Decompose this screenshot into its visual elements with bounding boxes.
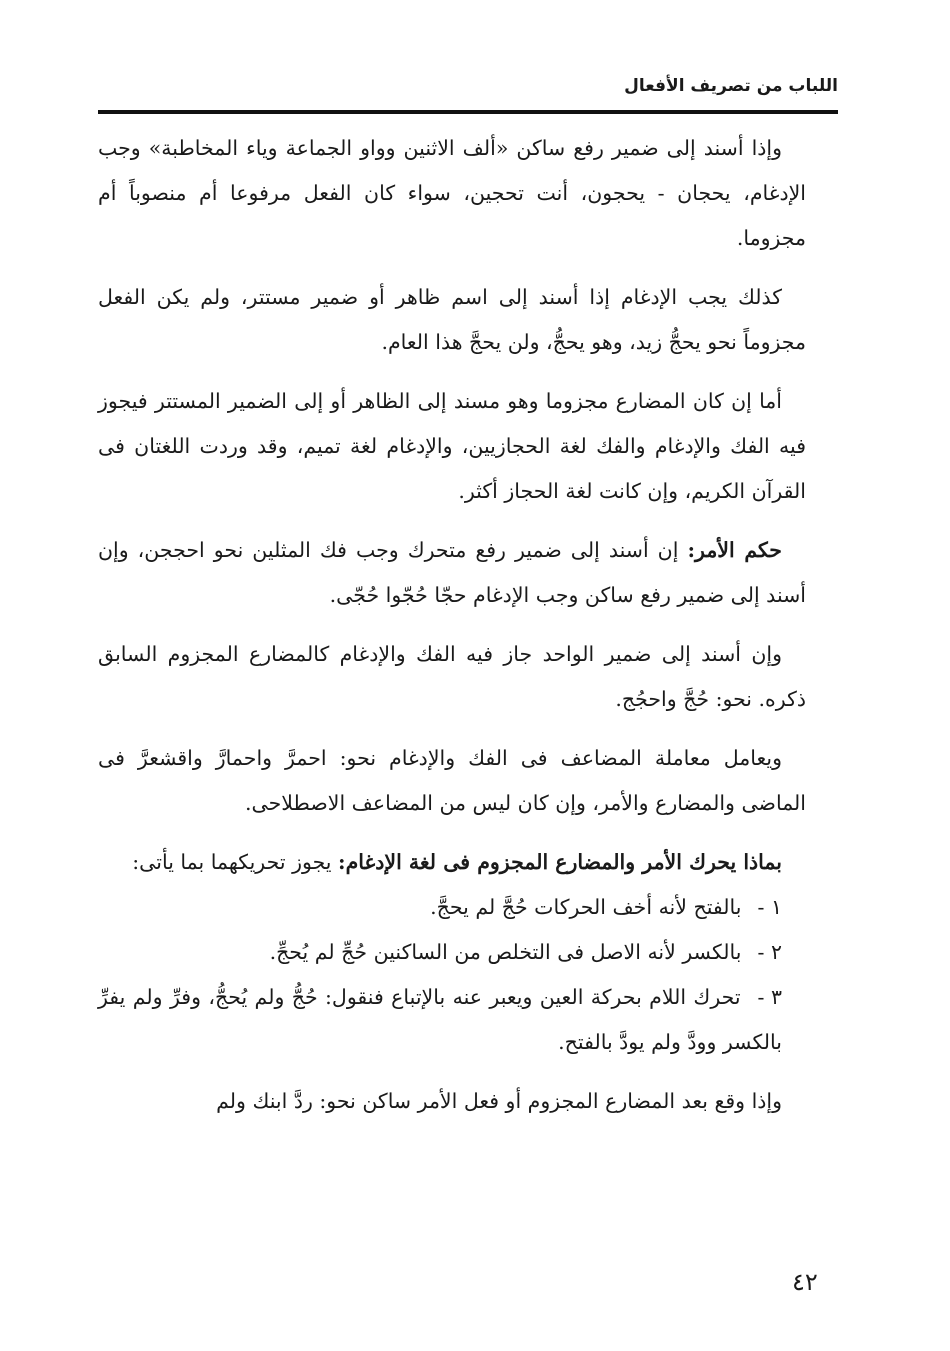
list-number: ١ - xyxy=(757,895,782,919)
paragraph: كذلك يجب الإدغام إذا أسند إلى اسم ظاهر أو ضمير مستتر، ولم يكن الفعل مجزوماً نحو يحجُّ زيد، وهو يحجُّ، ولن يحجَّ هذا العام. xyxy=(98,285,806,354)
paragraph: ويعامل معاملة المضاعف فى الفك والإدغام نحو: احمرَّ واحمارَّ واقشعرَّ فى الماضى والمضارع والأمر، وإن كان ليس من المضاعف الاصطلاحى. xyxy=(98,746,806,815)
list-text: بالفتح لأنه أخف الحركات حُجَّ لم يحجَّ. xyxy=(430,895,742,919)
list-item xyxy=(98,975,806,1065)
list-number: ٢ - xyxy=(757,940,782,964)
list-item xyxy=(98,930,806,975)
imperative-text: إن أسند إلى ضمير رفع متحرك وجب فك المثلين نحو احججن، وإن أسند إلى ضمير رفع ساكن وجب الإدغام حجّا حُجّوا حُجّى. xyxy=(98,538,806,607)
list-text: بالكسر لأنه الاصل فى التخلص من الساكنين حُجِّ لم يُحجِّ. xyxy=(269,940,742,964)
paragraph: أما إن كان المضارع مجزوما وهو مسند إلى الظاهر أو إلى الضمير المستتر فيجوز فيه الفك والإدغام والفك لغة الحجازيين، والإدغام لغة تميم، وقد وردت اللغتان فى القرآن الكريم، وإن كانت لغة الحجاز أكثر. xyxy=(98,389,806,503)
header-rule xyxy=(98,110,838,114)
list-item xyxy=(98,885,806,930)
list-text: تحرك اللام بحركة العين ويعبر عنه بالإتباع فنقول: حُجُّ ولم يُحجُّ، وفرِّ ولم يفرِّ بالكسر وودَّ ولم يودَّ بالفتح. xyxy=(98,985,782,1054)
list-number: ٣ - xyxy=(757,985,782,1009)
page-number: ٤٢ xyxy=(792,1268,818,1296)
paragraph: وإذا وقع بعد المضارع المجزوم أو فعل الأمر ساكن نحو: ردَّ ابنك ولم xyxy=(216,1089,782,1113)
paragraph-movement-rule xyxy=(98,840,806,885)
running-header: اللباب من تصريف الأفعال xyxy=(624,76,838,96)
paragraph: وإذا أسند إلى ضمير رفع ساكن «ألف الاثنين وواو الجماعة وياء المخاطبة» وجب الإدغام، يحجان - يحجون، أنت تحجين، سواء كان الفعل مرفوعا أم منصوباً أم مجزوما. xyxy=(98,136,806,250)
numbered-list xyxy=(98,885,806,1065)
movement-heading: بماذا يحرك الأمر والمضارع المجزوم فى لغة الإدغام: xyxy=(338,850,782,874)
paragraph: وإن أسند إلى ضمير الواحد جاز فيه الفك والإدغام كالمضارع المجزوم السابق ذكره. نحو: حُجَّ واحجُج. xyxy=(98,642,806,711)
movement-text: يجوز تحريكهما بما يأتى: xyxy=(132,850,332,874)
imperative-heading: حكم الأمر: xyxy=(687,538,782,562)
page-body xyxy=(98,126,806,1138)
paragraph-imperative-rule xyxy=(98,528,806,618)
